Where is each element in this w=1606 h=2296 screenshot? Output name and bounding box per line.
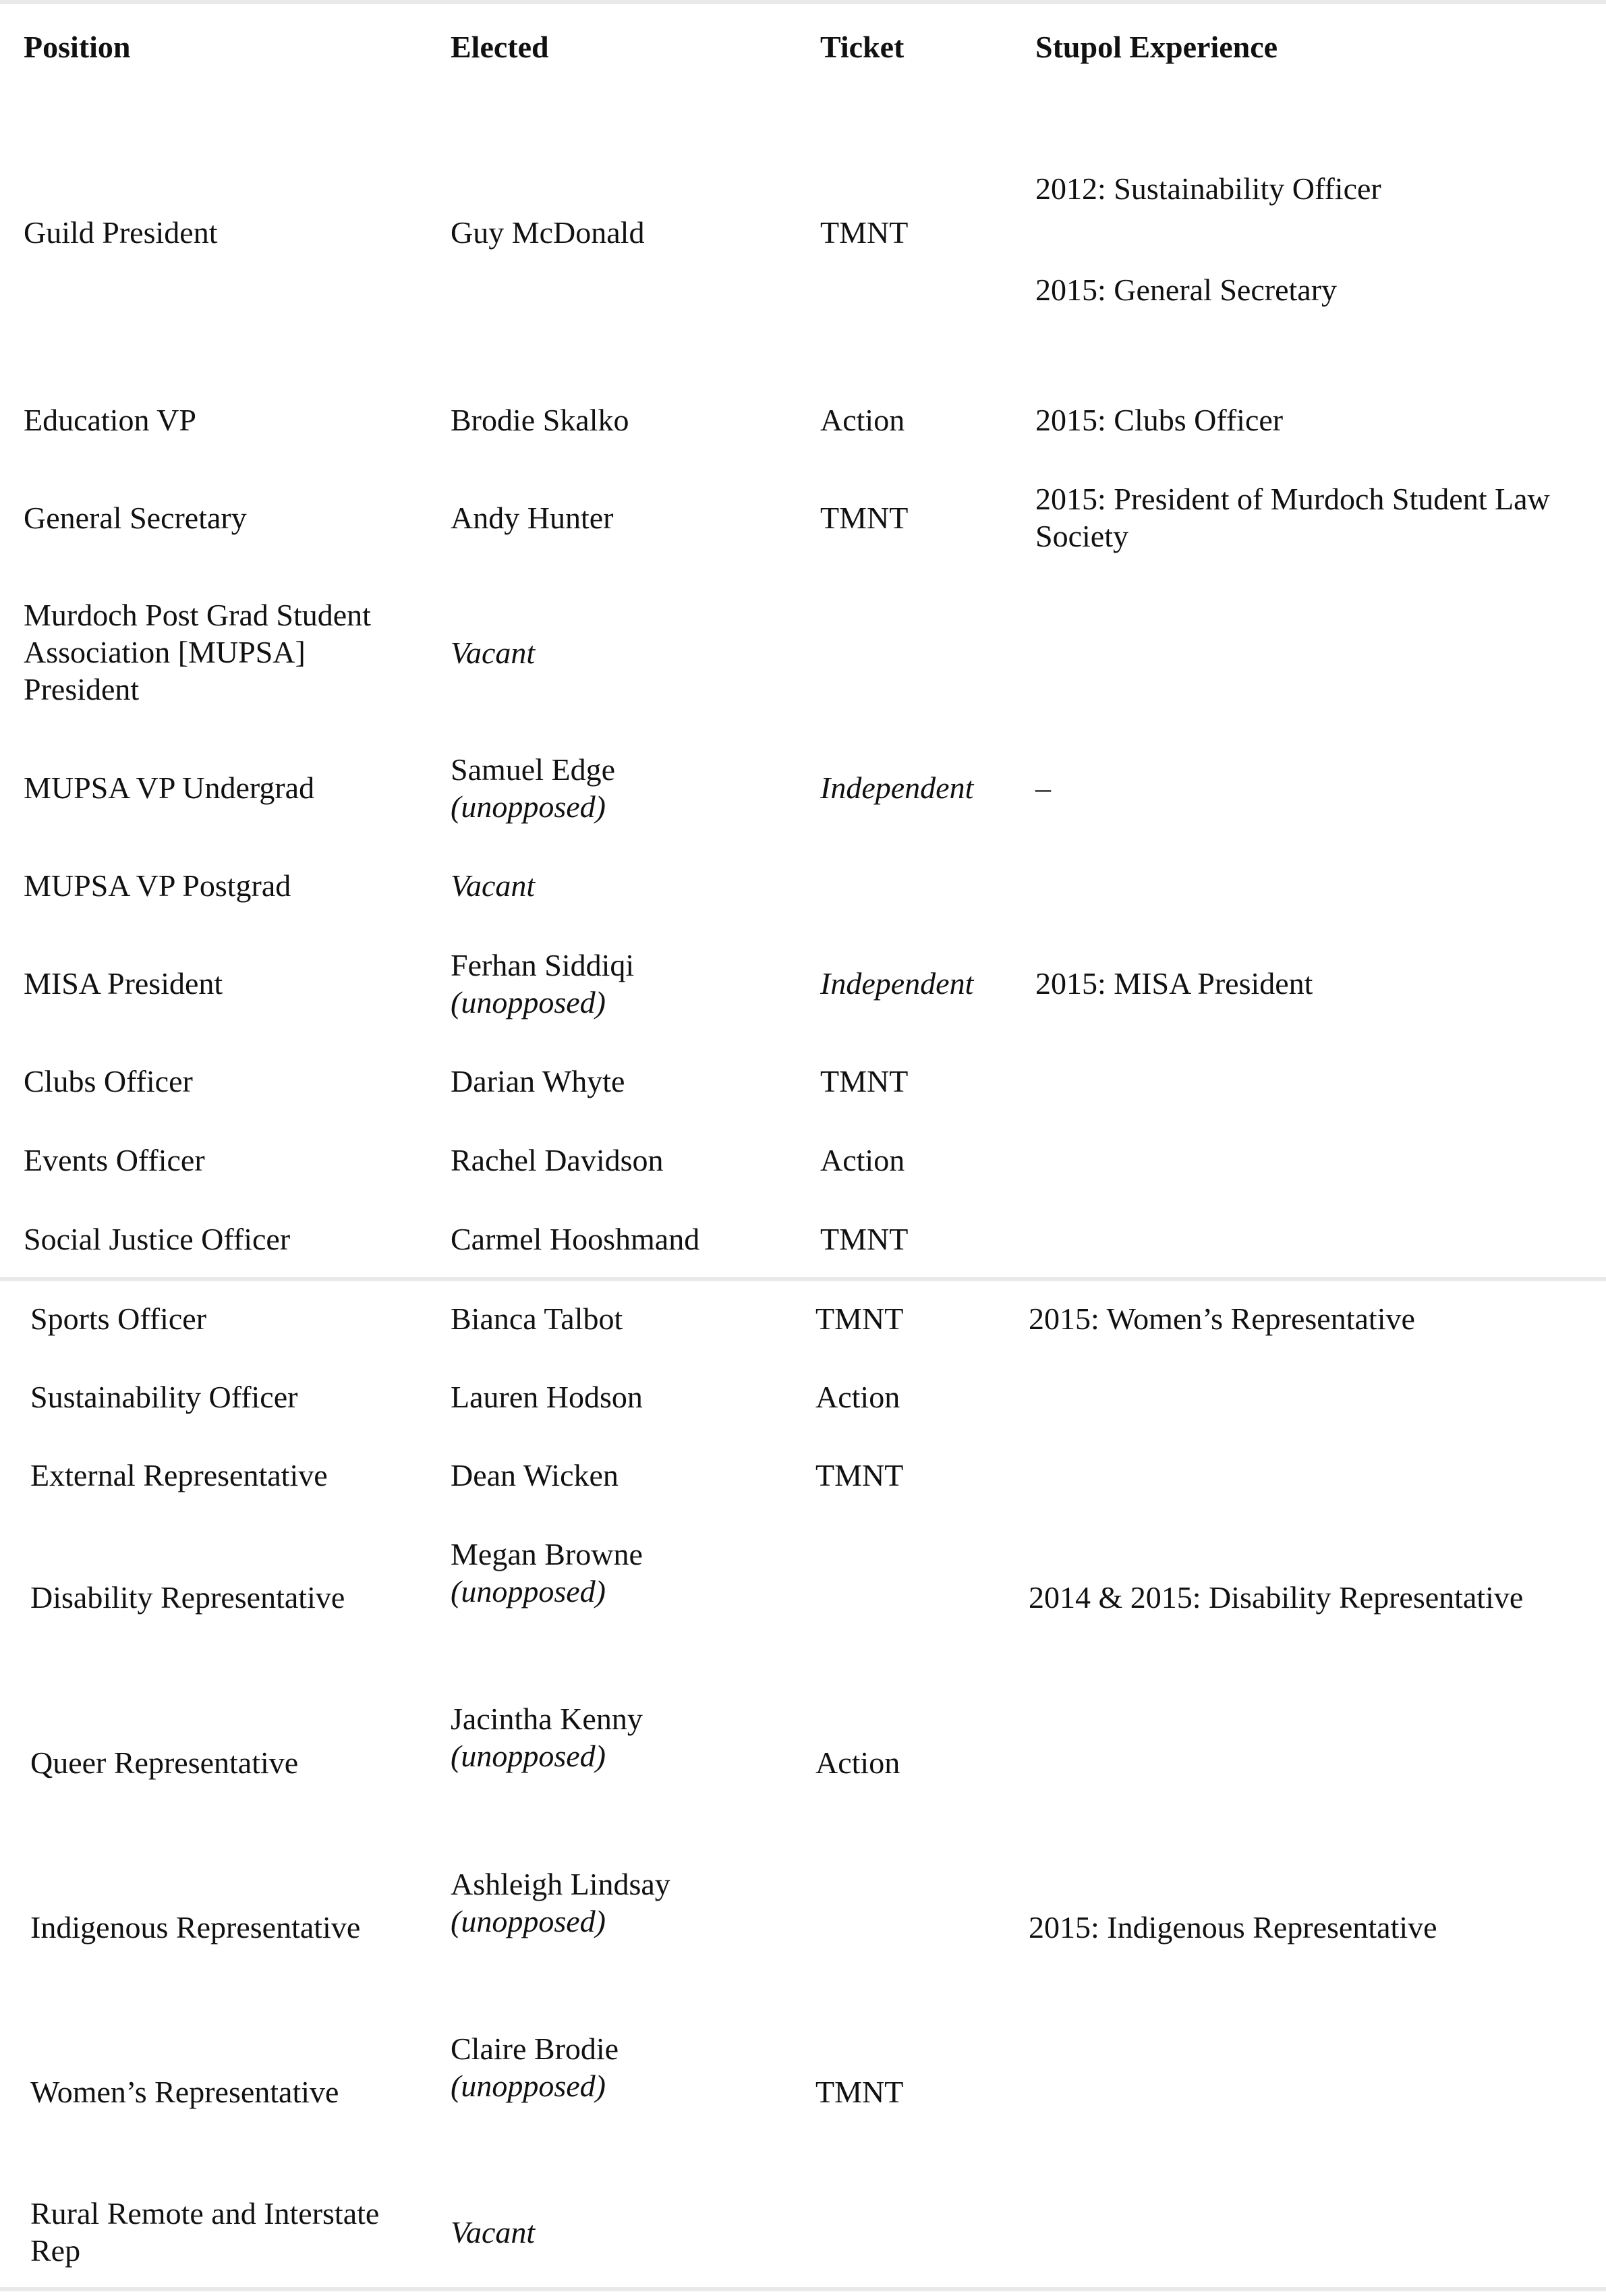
- unopposed-note: unopposed: [461, 2069, 596, 2103]
- unopposed-note: unopposed: [461, 1574, 596, 1608]
- cell-position: Murdoch Post Grad Student Association [MUPSA] President: [24, 598, 371, 706]
- page-break-rule: [0, 1277, 1606, 1281]
- cell-position: Guild President: [24, 215, 218, 250]
- cell-experience: 2015: MISA President: [1035, 966, 1313, 1001]
- cell-elected: Samuel Edge: [451, 752, 615, 787]
- cell-position: Women’s Representative: [30, 2075, 339, 2109]
- cell-elected: Claire Brodie: [451, 2032, 619, 2066]
- bottom-border: [0, 2287, 1606, 2291]
- cell-ticket: TMNT: [815, 1301, 904, 1336]
- cell-ticket: Action: [815, 1745, 900, 1780]
- cell-ticket: TMNT: [820, 1222, 909, 1256]
- cell-ticket: TMNT: [815, 1458, 904, 1492]
- unopposed-note: unopposed: [461, 1739, 596, 1773]
- cell-ticket: Action: [815, 1380, 900, 1414]
- cell-experience: 2012: Sustainability Officer: [1035, 171, 1381, 206]
- cell-elected: Vacant: [451, 868, 536, 903]
- cell-position: MISA President: [24, 966, 223, 1001]
- cell-position: Queer Representative: [30, 1745, 299, 1780]
- cell-ticket: Action: [820, 1143, 905, 1177]
- cell-position: Events Officer: [24, 1143, 205, 1177]
- cell-position: MUPSA VP Undergrad: [24, 771, 315, 805]
- cell-experience: 2015: Clubs Officer: [1035, 403, 1284, 437]
- cell-position: Indigenous Representative: [30, 1910, 361, 1944]
- cell-elected: Ferhan Siddiqi: [451, 948, 635, 982]
- cell-position: Disability Representative: [30, 1580, 345, 1615]
- cell-experience: 2015: President of Murdoch Student Law Society: [1035, 482, 1550, 553]
- cell-elected-note: (unopposed): [451, 1574, 606, 1608]
- cell-elected: Rachel Davidson: [451, 1143, 664, 1177]
- cell-position: MUPSA VP Postgrad: [24, 868, 291, 903]
- cell-position: Social Justice Officer: [24, 1222, 291, 1256]
- cell-elected: Vacant: [451, 2215, 536, 2249]
- cell-position: Sustainability Officer: [30, 1380, 298, 1414]
- cell-elected: Dean Wicken: [451, 1458, 619, 1492]
- cell-position: General Secretary: [24, 501, 247, 535]
- cell-elected: Megan Browne: [451, 1537, 643, 1571]
- header-experience: Stupol Experience: [1035, 30, 1278, 64]
- cell-ticket: TMNT: [820, 215, 909, 250]
- cell-elected-note: (unopposed): [451, 789, 606, 824]
- cell-experience: 2015: Indigenous Representative: [1029, 1910, 1437, 1944]
- cell-elected: Bianca Talbot: [451, 1301, 623, 1336]
- cell-elected: Guy McDonald: [451, 215, 645, 250]
- header-position: Position: [24, 30, 131, 64]
- header-ticket: Ticket: [820, 30, 905, 64]
- cell-experience: 2015: General Secretary: [1035, 273, 1338, 307]
- cell-elected: Darian Whyte: [451, 1064, 625, 1098]
- cell-ticket: TMNT: [820, 1064, 909, 1098]
- cell-elected: Jacintha Kenny: [451, 1702, 643, 1736]
- unopposed-note: unopposed: [461, 789, 596, 824]
- cell-elected: Carmel Hooshmand: [451, 1222, 700, 1256]
- cell-ticket: TMNT: [820, 501, 909, 535]
- cell-ticket: TMNT: [815, 2075, 904, 2109]
- cell-position: Sports Officer: [30, 1301, 207, 1336]
- cell-position: Education VP: [24, 403, 196, 437]
- cell-elected-note: (unopposed): [451, 1904, 606, 1938]
- cell-elected-note: (unopposed): [451, 1739, 606, 1773]
- header-elected: Elected: [451, 30, 549, 64]
- cell-position: Clubs Officer: [24, 1064, 193, 1098]
- cell-elected: Ashleigh Lindsay: [451, 1867, 670, 1901]
- cell-experience: 2014 & 2015: Disability Representative: [1029, 1580, 1524, 1615]
- cell-elected: Andy Hunter: [451, 501, 614, 535]
- cell-position: Rural Remote and Interstate Rep: [30, 2196, 380, 2268]
- top-border: [0, 0, 1606, 4]
- cell-elected-note: (unopposed): [451, 985, 606, 1019]
- cell-elected: Lauren Hodson: [451, 1380, 643, 1414]
- cell-ticket: Independent: [820, 966, 974, 1001]
- cell-elected: Brodie Skalko: [451, 403, 629, 437]
- unopposed-note: unopposed: [461, 985, 596, 1019]
- cell-elected-note: (unopposed): [451, 2069, 606, 2103]
- cell-position: External Representative: [30, 1458, 328, 1492]
- cell-ticket: Independent: [820, 771, 974, 805]
- unopposed-note: unopposed: [461, 1904, 596, 1938]
- cell-experience: 2015: Women’s Representative: [1029, 1301, 1415, 1336]
- cell-experience: –: [1035, 771, 1051, 805]
- cell-elected: Vacant: [451, 636, 536, 670]
- cell-ticket: Action: [820, 403, 905, 437]
